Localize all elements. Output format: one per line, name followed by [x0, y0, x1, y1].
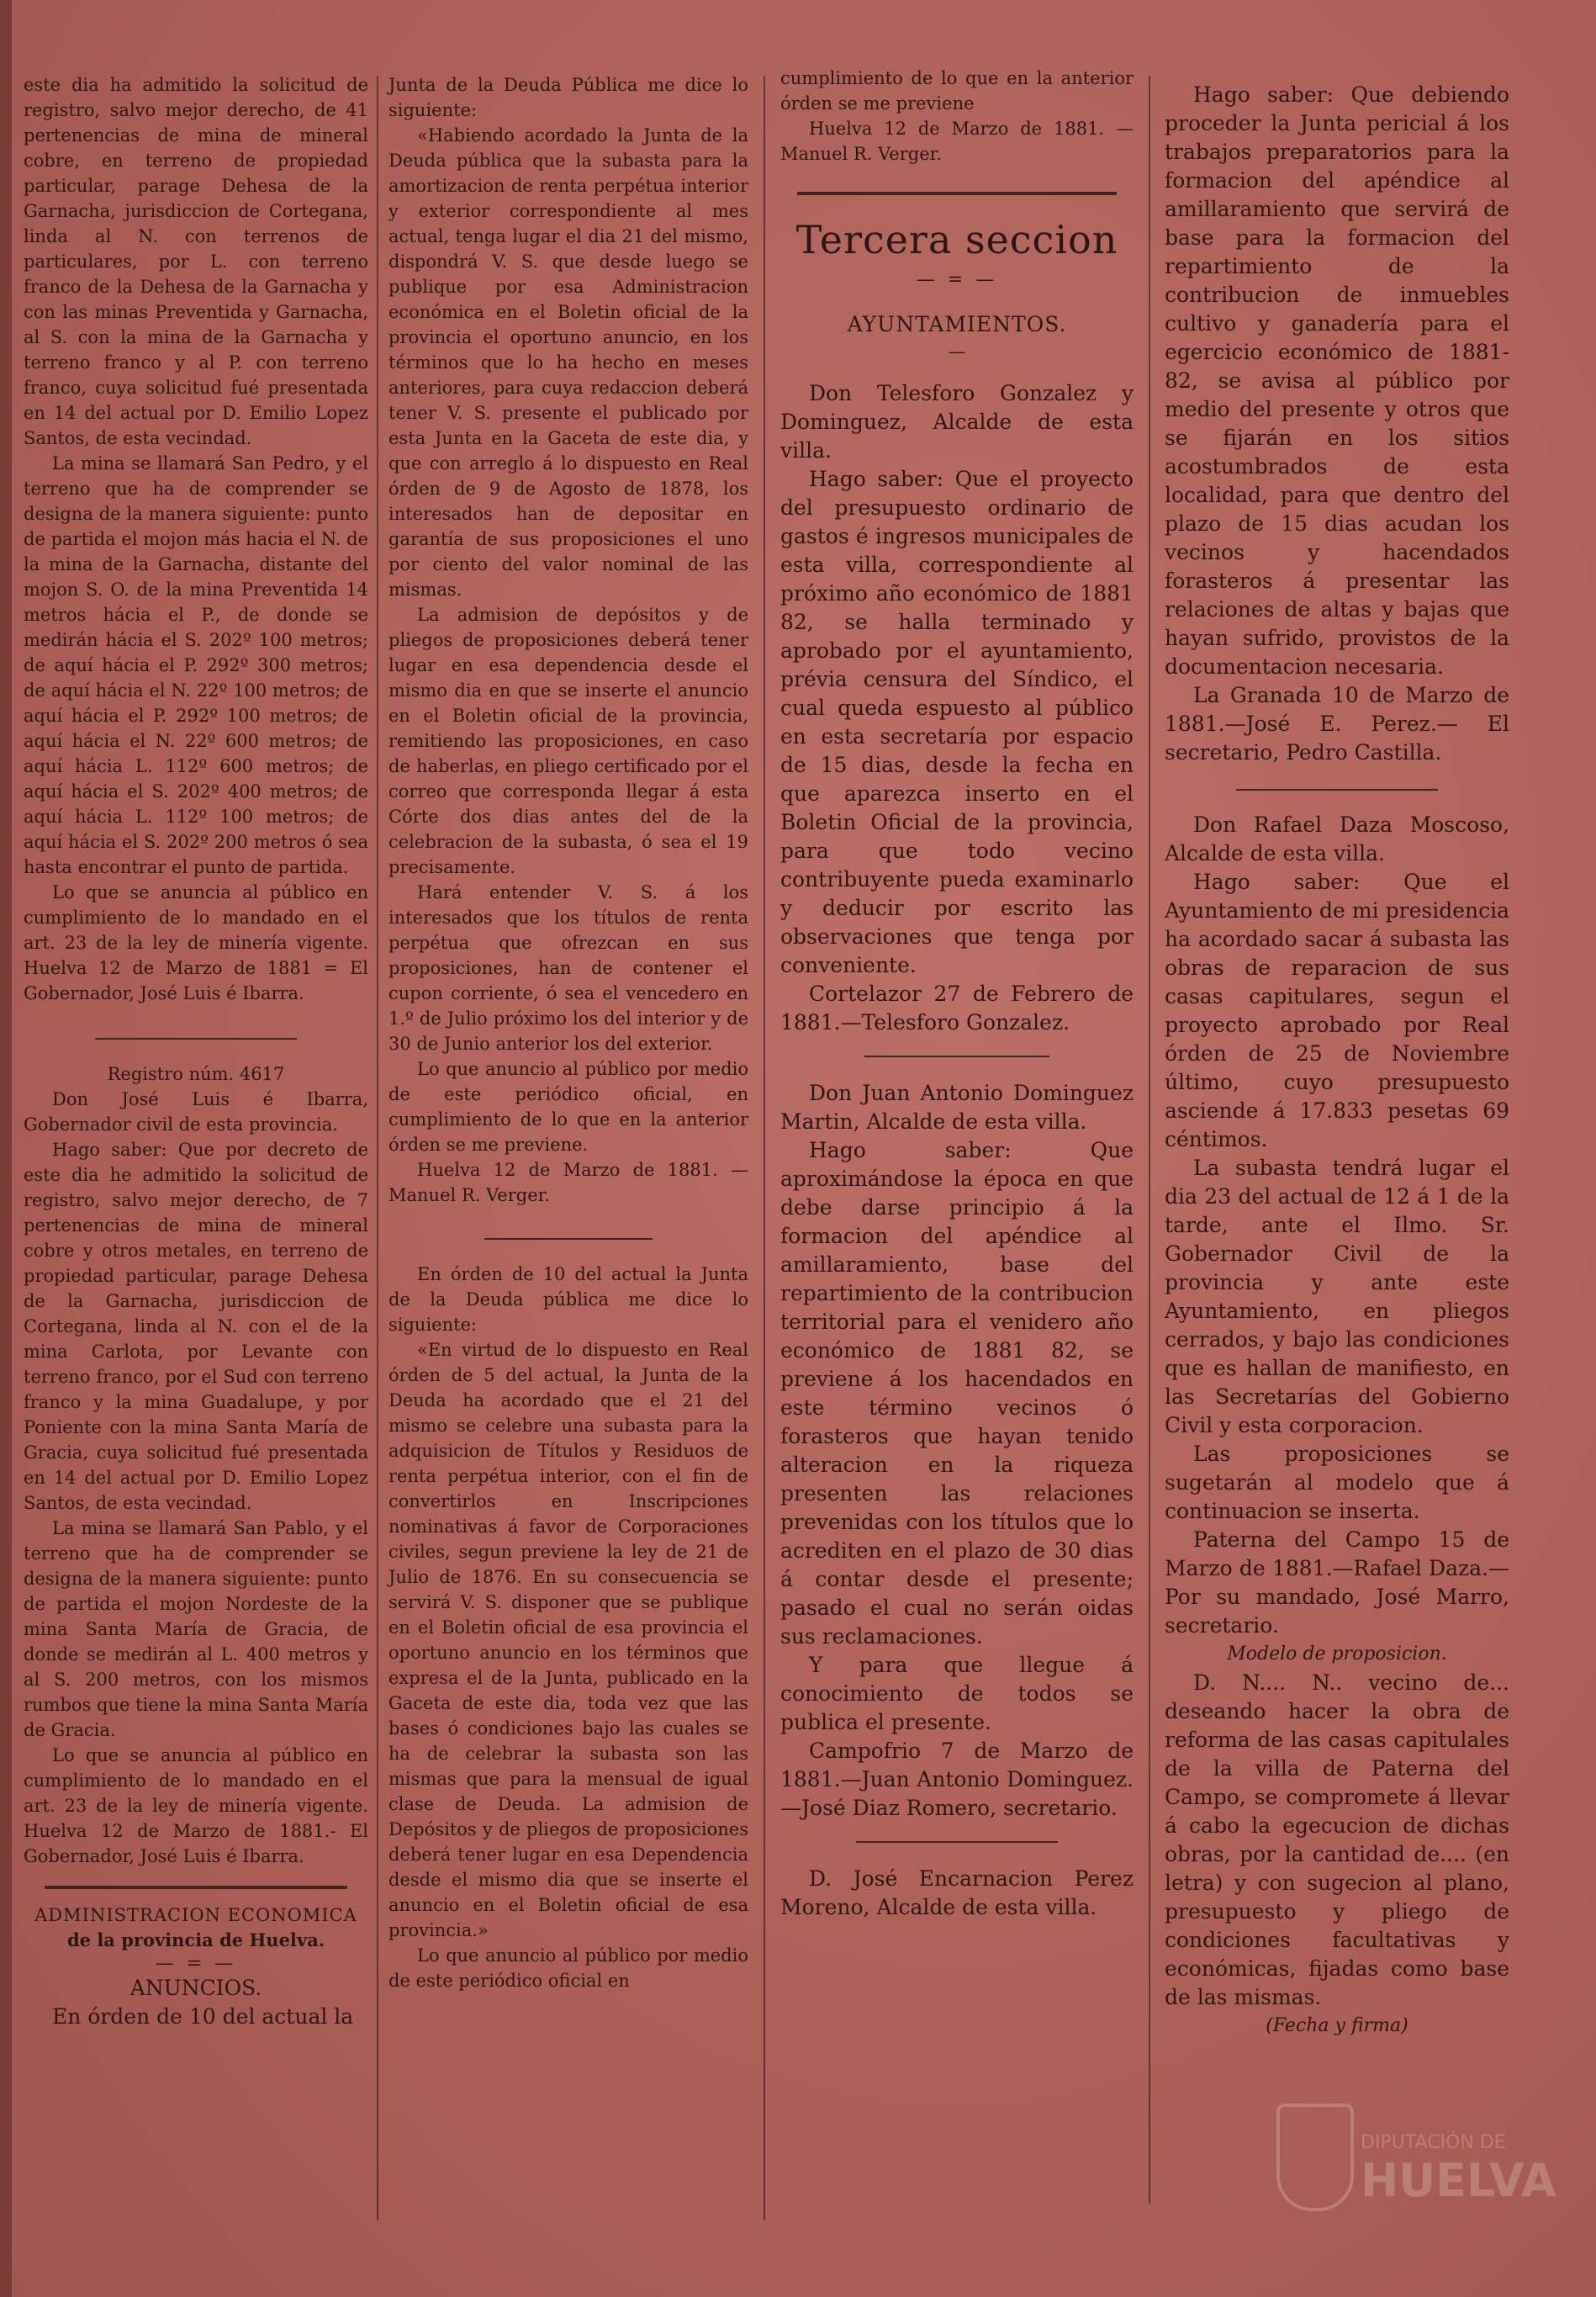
order-2-intro: En órden de 10 del actual la Junta de la Deuda pública me dice lo siguiente:	[388, 1264, 748, 1335]
order-2-quote: «En virtud de lo dispuesto en Real órden de 5 del actual, la Junta de la Deuda ha acordado que el 21 del mismo se celebre una subasta para la adquisicion de Títulos y Residuos de renta perpétua interior, con el fin de convertirlos en Inscripciones nominativas á favor de Corporaciones civiles, segun previene la ley de 21 de Julio de 1876. En su consecuencia se servirá V. S. disponer que se publique en el Boletin oficial de esa provincia el oportuno anuncio en los términos que expresa el de la Junta, publicado en la Gaceta de este dia, toda vez que las bases ó condiciones bajo las cuales se ha de celebrar la subasta son las mismas que para la mensual de igual clase de Deuda. La admision de Depósitos y de pliegos de proposiciones deberá tener lugar en esa Dependencia desde el mismo dia que se inserte el anuncio en el Boletin oficial de esa provincia.»	[388, 1340, 748, 1940]
deuda-signature: Huelva 12 de Marzo de 1881. —Manuel R. Verger.	[388, 1160, 748, 1205]
watermark-line-1: DIPUTACIÓN DE	[1361, 2132, 1506, 2153]
mining-notice-2: Hago saber: Que por decreto de este dia he admitido la solicitud de registro, salvo mejor derecho, de 7 pertenencias de mina de mineral cobre y otros metales, en terreno de propiedad particular, parage Dehesa de la Garnacha, jurisdiccion de Cortegana, linda al N. con el de la mina Carlota, por Levante con terreno franco, por el Sud con terreno franco y la mina Guadalupe, y por Poniente con la mina Santa María de Gracia, cuya solicitud fué presentada en 14 del actual por D. Emilio Lopez Santos, de esta vecindad.	[24, 1140, 368, 1513]
deuda-quote-3: Hará entender V. S. á los interesados que los títulos de renta perpétua que ofrezcan en sus proposiciones, han de contener el cupon corriente, ó sea el vencedero en 1.º de Julio próximo los del interior y de 30 de Junio anterior los del exterior.	[388, 882, 748, 1054]
paterna-subasta: La subasta tendrá lugar el dia 23 del actual de 12 á 1 de la tarde, ante el Ilmo. Sr. Gobernador Civil de la provincia y ante este Ayuntamiento, en pliegos cerrados, y bajo las condiciones que es hallan de manifiesto, en las Secretarías del Gobierno Civil y esta corporacion.	[1165, 1156, 1509, 1437]
mining-notice-closing: Lo que se anuncia al público en cumplimiento de lo mandado en el art. 23 de la ley de minería vigente. Huelva 12 de Marzo de 1881 = El Gobernador, José Luis é Ibarra.	[24, 882, 368, 1003]
prev-closing: cumplimiento de lo que en la anterior órden se me previene	[780, 68, 1134, 114]
paterna-notice: Hago saber: Que el Ayuntamiento de mi presidencia ha acordado sacar á subasta las obras de reparacion de sus casas capitulares, segun el proyecto aprobado por Real órden de 25 de Noviembre último, cuyo presupuesto asciende á 17.833 pesetas 69 céntimos.	[1165, 870, 1509, 1151]
deuda-intro: Junta de la Deuda Pública me dice lo siguiente:	[388, 75, 748, 120]
column-1	[24, 0, 368, 2031]
ornament: — = —	[916, 269, 998, 290]
column-2	[388, 0, 748, 1993]
mining-notice-1: este dia ha admitido la solicitud de registro, salvo mejor derecho, de 41 pertenencias de mina de mineral cobre, en terreno de propiedad particular, parage Dehesa de la Garnacha, jurisdiccion de Cortegana, linda al N. con terrenos de particulares, por L. con terreno franco de la Dehesa de la Garnacha y con las minas Preventida y Garnacha, al S. con la mina de la Garnacha y terreno franco y al P. con terreno franco, cuya solicitud fué presentada en 14 del actual por D. Emilio Lopez Santos, de esta vecindad.	[24, 75, 368, 448]
divider	[856, 1841, 1058, 1843]
divider	[1236, 789, 1438, 791]
campofrio-publish: Y para que llegue á conocimiento de todos se publica el presente.	[780, 1653, 1134, 1734]
divider	[95, 1038, 297, 1040]
watermark-line-2: HUELVA	[1361, 2154, 1556, 2207]
mining-notice-2-closing: Lo que se anuncia al público en cumplimiento de lo mandado en el art. 23 de la ley de minería vigente. Huelva 12 de Marzo de 1881.- El Gobernador, José Luis é Ibarra.	[24, 1745, 368, 1866]
column-4	[1165, 0, 1509, 2040]
alcalde-heading-3: D. José Encarnacion Perez Moreno, Alcalde de esta villa.	[780, 1866, 1134, 1919]
campofrio-signature: Campofrio 7 de Marzo de 1881.—Juan Antonio Dominguez.—José Diaz Romero, secretario.	[780, 1739, 1134, 1820]
paterna-proposiciones: Las proposiciones se sugetarán al modelo que á continuacion se inserta.	[1165, 1442, 1509, 1523]
column-rule	[1149, 76, 1150, 2204]
granada-signature: La Granada 10 de Marzo de 1881.—José E. Perez.— El secretario, Pedro Castilla.	[1165, 683, 1509, 765]
campofrio-notice: Hago saber: Que aproximándose la época en que debe darse principio á la formacion del apéndice al amillaramiento, base del repartimiento de la contribucion territorial para el venidero año económico de 1881 82, se previene á los hacendados en este término vecinos ó forasteros que hayan tenido alteracion en la riqueza presenten las relaciones prevenidas con los títulos que lo acrediten en el plazo de 30 dias á contar desde el presente; pasado el cual no serán oidas sus reclamaciones.	[780, 1138, 1134, 1649]
deuda-quote-2: La admision de depósitos y de pliegos de proposiciones deberá tener lugar en esa dependencia desde el mismo dia en que se inserte el anuncio en el Boletin oficial de la provincia, remitiendo las proposiciones, en caso de haberlas, en pliego certificado por el correo que corresponda llegar á esta Córte dos dias antes del de la celebracion de la subasta, ó sea el 19 precisamente.	[388, 605, 748, 877]
divider	[45, 1886, 347, 1889]
column-rule	[764, 76, 765, 2220]
divider	[484, 1238, 653, 1240]
divider	[864, 1056, 1049, 1057]
granada-notice: Hago saber: Que debiendo proceder la Junta pericial á los trabajos preparatorios para la formacion del apéndice al amillaramiento que servirá de base para la formacion del repartimiento de la contribucion de inmuebles cultivo y ganadería para el egercicio económico de 1881-82, se avisa al público por medio del presente y otros que se fijarán en los sitios acostumbrados de esta localidad, para que dentro del plazo de 15 dias acudan los vecinos y hacendados forasteros á presentar las relaciones de altas y bajas que hayan sufrido, provistos de la documentacion necesaria.	[1165, 82, 1509, 679]
divider	[797, 192, 1117, 195]
order-intro: En órden de 10 del actual la	[52, 2004, 354, 2029]
column-rule	[377, 76, 378, 2220]
cortelazor-signature: Cortelazor 27 de Febrero de 1881.—Telesforo Gonzalez.	[780, 982, 1134, 1035]
mining-notice-san-pablo: La mina se llamará San Pablo, y el terreno que ha de comprender se designa de la manera siguiente: punto de partida el mojon Nordeste de la mina Santa María de Gracia, de donde se medirán al L. 400 metros y al S. 200 metros, con los mismos rumbos que tiene la mina Santa María de Gracia.	[24, 1518, 368, 1740]
fecha-firma: (Fecha y firma)	[1266, 2015, 1408, 2036]
registro-number: Registro núm. 4617	[107, 1064, 285, 1084]
modelo-heading: Modelo de proposicion.	[1227, 1643, 1447, 1665]
page-edge	[0, 0, 12, 2297]
prev-signature: Huelva 12 de Marzo de 1881. — Manuel R. Verger.	[780, 119, 1134, 164]
alcalde-heading-1: Don Telesforo Gonzalez y Dominguez, Alcalde de esta villa.	[780, 381, 1134, 463]
mining-notice-san-pedro: La mina se llamará San Pedro, y el terreno que ha de comprender se designa de la manera siguiente: punto de partida el mojon más hacia el N. de la mina de la Garnacha, distante del mojon S. O. de la mina Preventida 14 metros hácia el P., de donde se medirán hácia el S. 202º 100 metros; de aquí hácia el P. 292º 300 metros; de aquí hácia el N. 22º 100 metros; de aquí hácia el P. 292º 100 metros; de aquí hácia el N. 22º 600 metros; de aquí hácia L. 112º 600 metros; de aquí hácia el S. 202º 400 metros; de aquí hácia L. 112º 100 metros; de aquí hácia el S. 202º 200 metros ó sea hasta encontrar el punto de partida.	[24, 453, 368, 877]
modelo-text: D. N.... N.. vecino de... deseando hacer la obra de reforma de las casas capitulales de la villa de Paterna del Campo, se compromete á llevar á cabo la egecucion de dichas obras, por la cantidad de.... (en letra) y con sugecion al plano, presupuesto y pliego de condiciones facultativas y económicas, fijadas como base de las mismas.	[1165, 1670, 1509, 2009]
ornament: — = —	[155, 1953, 237, 1974]
section-title: Tercera seccion	[795, 217, 1118, 262]
order-2-closing: Lo que anuncio al público por medio de este periódico oficial en	[388, 1945, 748, 1991]
column-3	[780, 0, 1134, 1922]
admin-heading: ADMINISTRACION ECONOMICA	[34, 1905, 357, 1925]
ayuntamientos-heading: AYUNTAMIENTOS.	[847, 312, 1067, 336]
archive-watermark	[1276, 2104, 1556, 2230]
alcalde-heading-2: Don Juan Antonio Dominguez Martin, Alcalde de esta villa.	[780, 1081, 1134, 1134]
paterna-signature: Paterna del Campo 15 de Marzo de 1881.—Rafael Daza.—Por su mandado, José Marro, secretario.	[1165, 1527, 1509, 1638]
shield-icon	[1276, 2104, 1354, 2211]
anuncios-heading: ANUNCIOS.	[129, 1976, 262, 2000]
admin-subheading: de la provincia de Huelva.	[66, 1929, 325, 1950]
deuda-quote-1: «Habiendo acordado la Junta de la Deuda pública que la subasta para la amortizacion de renta perpétua interior y exterior correspondiente al mes actual, tenga lugar el dia 21 del mismo, dispondrá V. S. que desde luego se publique por esa Administracion económica en el Boletin oficial de la provincia el oportuno anuncio, en los términos que lo ha hecho en meses anteriores, para cuya redaccion deberá tener V. S. presente el publicado por esta Junta en la Gaceta de este dia, y que con arreglo á lo dispuesto en Real órden de 9 de Agosto de 1878, los interesados han de depositar en garantía de sus proposiciones el uno por ciento del valor nominal de las mismas.	[388, 125, 748, 600]
deuda-closing: Lo que anuncio al público por medio de este periódico oficial, en cumplimiento de lo que en la anterior órden se me previene.	[388, 1059, 748, 1155]
governor-heading: Don José Luis é Ibarra, Gobernador civil de esta provincia.	[24, 1089, 368, 1135]
cortelazor-notice: Hago saber: Que el proyecto del presupuesto ordinario de gastos é ingresos municipales de esta villa, correspondiente al próximo año económico de 1881 82, se halla terminado y aprobado por el ayuntamiento, prévia censura del Síndico, el cual queda espuesto al público en esta secretaría por espacio de 15 dias, desde la fecha en que aparezca inserto en el Boletin Oficial de la provincia, para que todo vecino contribuyente pueda examinarlo y deducir por escrito las observaciones que tenga por conveniente.	[780, 467, 1134, 977]
alcalde-heading-4: Don Rafael Daza Moscoso, Alcalde de esta villa.	[1165, 812, 1509, 865]
dash: —	[948, 341, 966, 362]
